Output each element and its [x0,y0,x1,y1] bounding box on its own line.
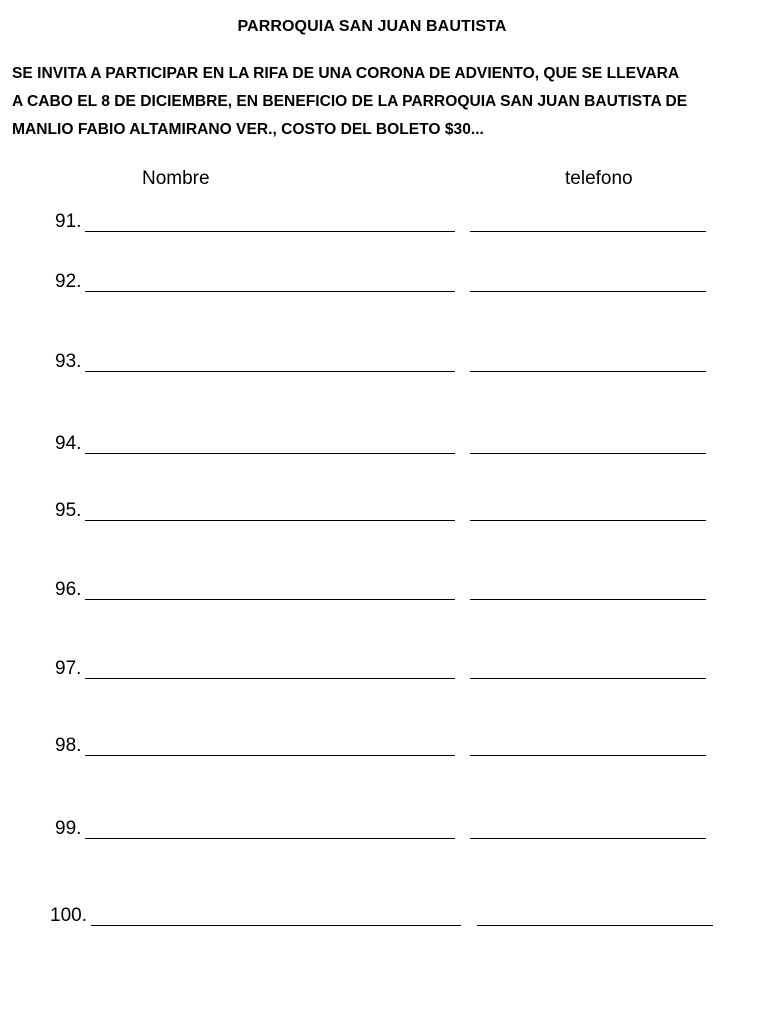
entry-number: 91. [55,211,82,232]
name-field-line[interactable] [85,453,455,454]
name-field-line[interactable] [85,231,455,232]
name-field-line[interactable] [85,755,455,756]
name-field-line[interactable] [85,371,455,372]
name-field-line[interactable] [85,678,455,679]
phone-field-line[interactable] [470,838,706,839]
invitation-line: MANLIO FABIO ALTAMIRANO VER., COSTO DEL BOLETO $30... [12,121,484,138]
entry-number: 100. [50,905,87,926]
entry-number: 99. [55,818,82,839]
phone-field-line[interactable] [470,678,706,679]
invitation-line: A CABO EL 8 DE DICIEMBRE, EN BENEFICIO DE LA PARROQUIA SAN JUAN BAUTISTA DE [12,93,688,110]
entry-number: 93. [55,351,82,372]
name-field-line[interactable] [85,838,455,839]
entry-number: 95. [55,500,82,521]
entry-number: 98. [55,735,82,756]
phone-column-header: telefono [565,168,633,189]
entry-number: 97. [55,658,82,679]
name-field-line[interactable] [85,291,455,292]
phone-field-line[interactable] [470,291,706,292]
name-field-line[interactable] [85,520,455,521]
entry-number: 92. [55,271,82,292]
name-field-line[interactable] [85,599,455,600]
phone-field-line[interactable] [470,599,706,600]
phone-field-line[interactable] [470,371,706,372]
phone-field-line[interactable] [470,755,706,756]
phone-field-line[interactable] [470,520,706,521]
phone-field-line[interactable] [477,925,713,926]
invitation-line: SE INVITA A PARTICIPAR EN LA RIFA DE UNA CORONA DE ADVIENTO, QUE SE LLEVARA [12,65,680,82]
name-field-line[interactable] [91,925,461,926]
phone-field-line[interactable] [470,231,706,232]
invitation-paragraph [12,60,740,144]
entry-number: 96. [55,579,82,600]
entry-number: 94. [55,433,82,454]
phone-field-line[interactable] [470,453,706,454]
name-column-header: Nombre [142,168,210,189]
document-title: PARROQUIA SAN JUAN BAUTISTA [237,18,507,35]
